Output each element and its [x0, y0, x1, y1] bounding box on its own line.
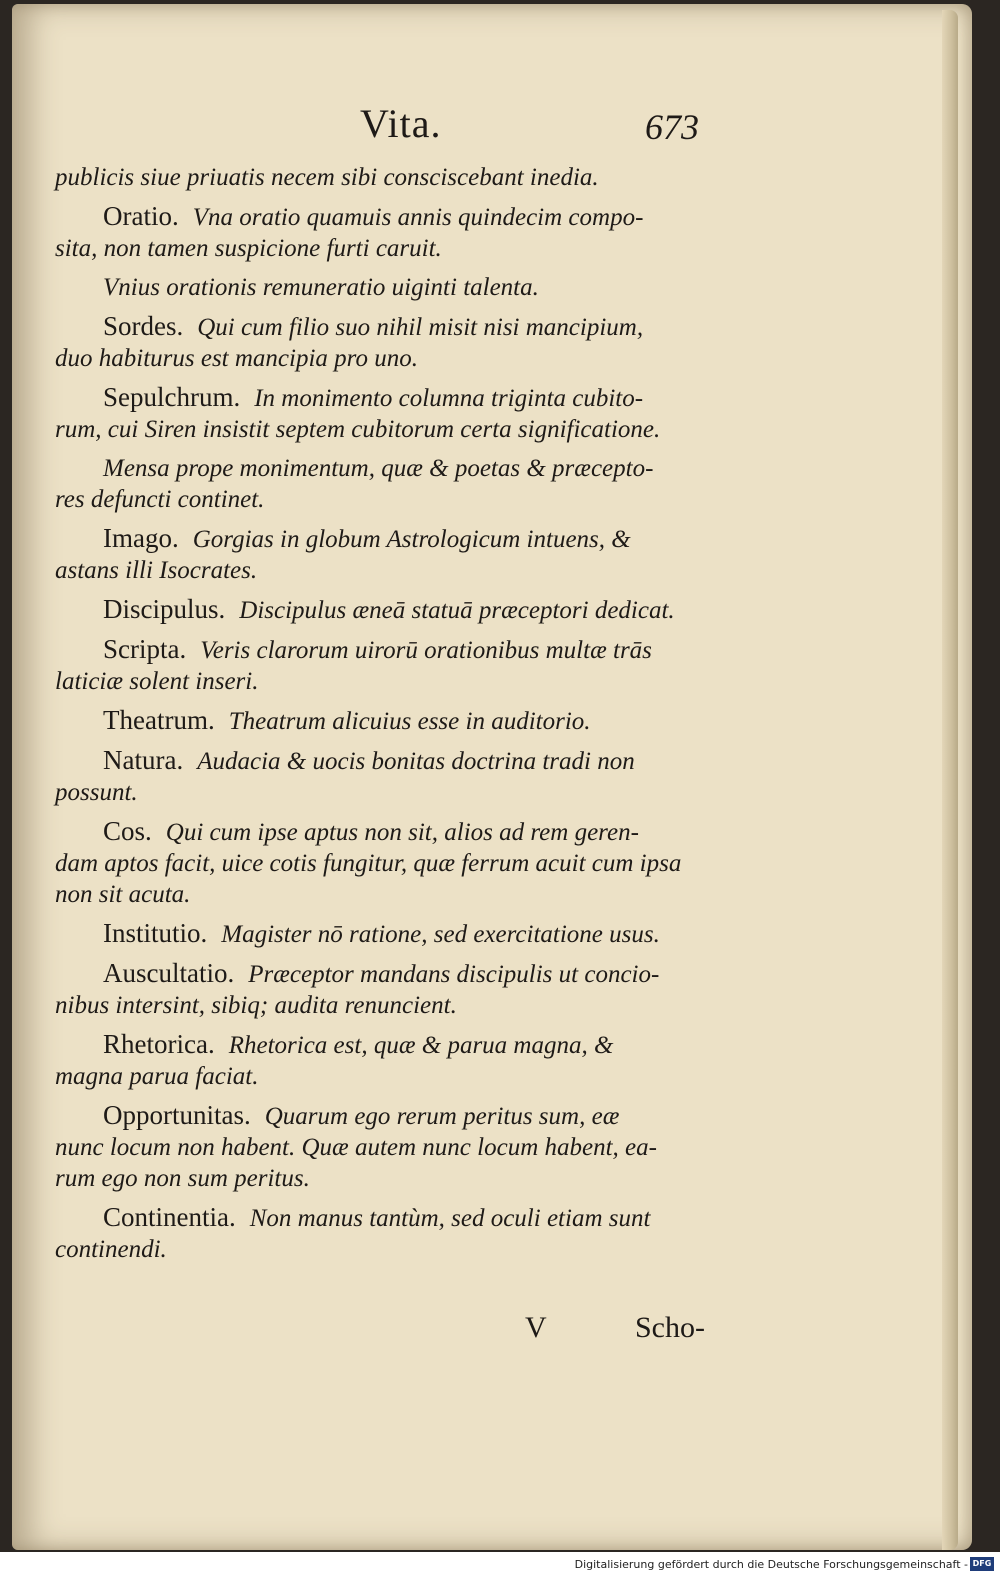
entry-keyword: Sepulchrum. [103, 382, 241, 412]
entry-text: res defuncti continet. [55, 486, 265, 513]
text-line [55, 1163, 740, 1194]
text-entry [55, 705, 740, 737]
entry-text: Veris clarorum uirorū orationibus multæ trās [200, 637, 652, 664]
text-entry [55, 958, 740, 1021]
text-entry [55, 453, 740, 515]
text-line [55, 453, 740, 484]
entry-text: In monimento columna triginta cubito- [254, 385, 644, 412]
dfg-logo-icon: DFG [970, 1557, 994, 1571]
entry-text: Quarum ego rerum peritus sum, eæ [264, 1103, 620, 1130]
text-line [55, 201, 740, 233]
entry-text: possunt. [55, 779, 138, 806]
text-line [55, 272, 740, 303]
text-entry [55, 816, 740, 910]
entry-keyword: Cos. [103, 816, 152, 846]
text-line [55, 555, 740, 586]
text-line [55, 343, 740, 374]
text-line [55, 705, 740, 737]
entry-keyword: Oratio. [103, 201, 179, 231]
entry-keyword: Discipulus. [103, 594, 226, 624]
page-text-block [55, 100, 740, 1351]
text-entry [55, 311, 740, 374]
entry-text: Gorgias in globum Astrologicum intuens, & [192, 526, 631, 553]
text-line [55, 1234, 740, 1265]
text-line [55, 958, 740, 990]
text-line [55, 848, 740, 879]
catchword: Scho- [635, 1311, 705, 1344]
entry-text: nibus intersint, sibiq; audita renuncient. [55, 992, 457, 1019]
running-head-title: Vita. [360, 101, 442, 146]
text-line [55, 666, 740, 697]
text-entry [55, 162, 740, 193]
entry-text: Mensa prope monimentum, quæ & poetas & præcepto- [103, 455, 654, 482]
entry-keyword: Institutio. [103, 918, 208, 948]
entry-text: astans illi Isocrates. [55, 557, 258, 584]
entry-keyword: Imago. [103, 523, 179, 553]
running-head [55, 100, 740, 162]
text-entry [55, 1202, 740, 1265]
text-line [55, 1202, 740, 1234]
entry-keyword: Continentia. [103, 1202, 236, 1232]
text-line [55, 484, 740, 515]
text-entry [55, 201, 740, 264]
text-entry [55, 382, 740, 445]
entry-text: Qui cum filio suo nihil misit nisi mancipium, [197, 314, 644, 341]
text-line [55, 1132, 740, 1163]
entry-text: nunc locum non habent. Quæ autem nunc locum habent, ea- [55, 1134, 657, 1161]
signature-mark: V [525, 1311, 547, 1344]
text-entry [55, 1100, 740, 1194]
text-line [55, 162, 740, 193]
text-line [55, 918, 740, 950]
entry-text: continendi. [55, 1236, 167, 1263]
text-line [55, 1061, 740, 1092]
page-number: 673 [645, 107, 699, 147]
entry-keyword: Natura. [103, 745, 184, 775]
text-line [55, 777, 740, 808]
entry-text: Vna oratio quamuis annis quindecim compo- [192, 204, 644, 231]
entry-keyword: Sordes. [103, 311, 184, 341]
entry-text: Theatrum alicuius esse in auditorio. [228, 708, 591, 735]
entry-text: Non manus tantùm, sed oculi etiam sunt [249, 1205, 651, 1232]
text-line [55, 414, 740, 445]
entry-text: Vnius orationis remuneratio uiginti talenta. [103, 274, 539, 301]
entry-keyword: Auscultatio. [103, 958, 235, 988]
page-foot [55, 1311, 740, 1351]
entry-text: publicis siue priuatis necem sibi consciscebant inedia. [55, 164, 599, 191]
entry-text: Magister nō ratione, sed exercitatione usus. [221, 921, 660, 948]
credit-text: Digitalisierung gefördert durch die Deutsche Forschungsgemeinschaft - [574, 1558, 968, 1571]
entry-keyword: Opportunitas. [103, 1100, 251, 1130]
entry-keyword: Theatrum. [103, 705, 215, 735]
text-line [55, 594, 740, 626]
entry-keyword: Rhetorica. [103, 1029, 215, 1059]
text-entry [55, 745, 740, 808]
entries-list [55, 162, 740, 1265]
text-entry [55, 523, 740, 586]
entry-text: Præceptor mandans discipulis ut concio- [248, 961, 660, 988]
entry-text: Audacia & uocis bonitas doctrina tradi non [197, 748, 635, 775]
entry-text: magna parua faciat. [55, 1063, 259, 1090]
entry-keyword: Scripta. [103, 634, 187, 664]
entry-text: dam aptos facit, uice cotis fungitur, quæ ferrum acuit cum ipsa [55, 850, 682, 877]
entry-text: laticiæ solent inseri. [55, 668, 259, 695]
entry-text: sita, non tamen suspicione furti caruit. [55, 235, 442, 262]
entry-text: Rhetorica est, quæ & parua magna, & [228, 1032, 614, 1059]
text-line [55, 382, 740, 414]
page-fore-edge [942, 10, 958, 1550]
entry-text: duo habiturus est mancipia pro uno. [55, 345, 418, 372]
text-line [55, 1029, 740, 1061]
credit-bar [0, 1552, 1000, 1578]
text-entry [55, 918, 740, 950]
text-entry [55, 594, 740, 626]
text-line [55, 879, 740, 910]
entry-text: Qui cum ipse aptus non sit, alios ad rem geren- [165, 819, 639, 846]
entry-text: Discipulus æneā statuā præceptori dedicat. [239, 597, 675, 624]
text-line [55, 1100, 740, 1132]
entry-text: non sit acuta. [55, 881, 191, 908]
text-entry [55, 634, 740, 697]
text-line [55, 816, 740, 848]
text-entry [55, 1029, 740, 1092]
text-line [55, 990, 740, 1021]
entry-text: rum ego non sum peritus. [55, 1165, 310, 1192]
text-line [55, 311, 740, 343]
text-line [55, 634, 740, 666]
text-entry [55, 272, 740, 303]
entry-text: rum, cui Siren insistit septem cubitorum certa significatione. [55, 416, 661, 443]
text-line [55, 745, 740, 777]
text-line [55, 233, 740, 264]
text-line [55, 523, 740, 555]
